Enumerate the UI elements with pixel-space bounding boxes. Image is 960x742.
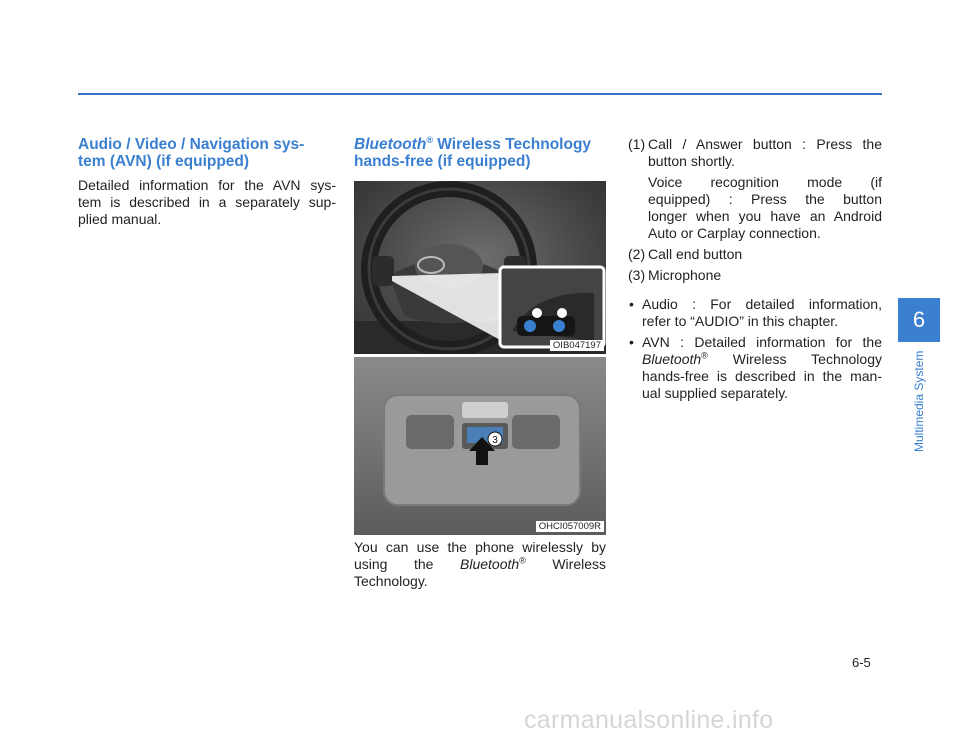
chapter-label: Multimedia System [912,350,926,452]
bullet-text: Audio : For detailed information, [642,296,882,312]
heading-text: Wireless Technology [432,136,592,153]
photo-code: OHCI057009R [536,521,604,532]
bullet-text: hands-free is described in the man- [642,368,882,384]
body-text: Wireless [525,556,607,572]
note-line: equipped) : Press the button [648,191,882,207]
registered-mark: ® [519,555,526,566]
bullet-item [628,334,882,402]
overhead-console-illustration [354,357,606,535]
top-rule [78,93,882,95]
bluetooth-description [354,539,606,590]
item-number: (2) [628,246,646,262]
body-text: using the [354,556,434,572]
voice-recognition-note [628,174,882,242]
body-line: You can use the phone wirelessly by [354,539,606,555]
bluetooth-brand: Bluetooth [460,556,520,572]
page-number: 6-5 [852,655,871,670]
note-line: Voice recognition mode (if [648,174,882,190]
section-heading-avn [78,136,338,170]
registered-mark: ® [701,350,708,361]
callout-3: 3 [492,435,498,446]
photo-code: OIB047197 [550,340,604,351]
note-line: Auto or Carplay connection. [648,225,821,241]
body-line: Detailed information for the AVN sys- [78,177,336,193]
bullet-text [642,351,882,368]
bluetooth-brand: Bluetooth [354,136,427,153]
bullet-text: ual supplied separately. [642,385,789,401]
body-line: plied manual. [78,211,162,227]
steering-wheel-illustration [354,181,606,354]
heading-line: Audio / Video / Navigation sys- [78,136,305,153]
heading-line [354,136,608,153]
watermark: carmanualsonline.info [524,706,774,734]
bluetooth-brand: Bluetooth [642,351,702,367]
item-number: (3) [628,267,646,283]
list-item [628,267,882,284]
note-line: longer when you have an Android [648,208,882,224]
chapter-tab: 6 [898,298,940,342]
body-line: Technology. [354,573,428,589]
body-line [354,556,606,573]
item-number: (1) [628,136,646,152]
bullet-dot: • [629,334,634,350]
bullet-text: refer to “AUDIO” in this chapter. [642,313,839,329]
overhead-console-photo [354,357,606,535]
steering-wheel-photo [354,181,606,354]
bullet-list [628,296,882,402]
item-text: Microphone [648,267,722,283]
heading-line: hands-free (if equipped) [354,153,531,170]
list-item [628,136,882,170]
item-text: Call end button [648,246,743,262]
bullet-item [628,296,882,330]
avn-description [78,177,336,228]
bullet-dot: • [629,296,634,312]
list-item [628,246,882,263]
heading-line: tem (AVN) (if equipped) [78,153,250,170]
bullet-text: AVN : Detailed information for the [642,334,882,350]
item-text: Call / Answer button : Press the [648,136,882,152]
section-heading-bluetooth [354,136,608,170]
registered-mark: ® [426,134,433,145]
bullet-text: Wireless Technology [707,351,882,367]
item-text: button shortly. [648,153,735,169]
body-line: tem is described in a separately sup- [78,194,336,210]
controls-list [628,136,882,406]
